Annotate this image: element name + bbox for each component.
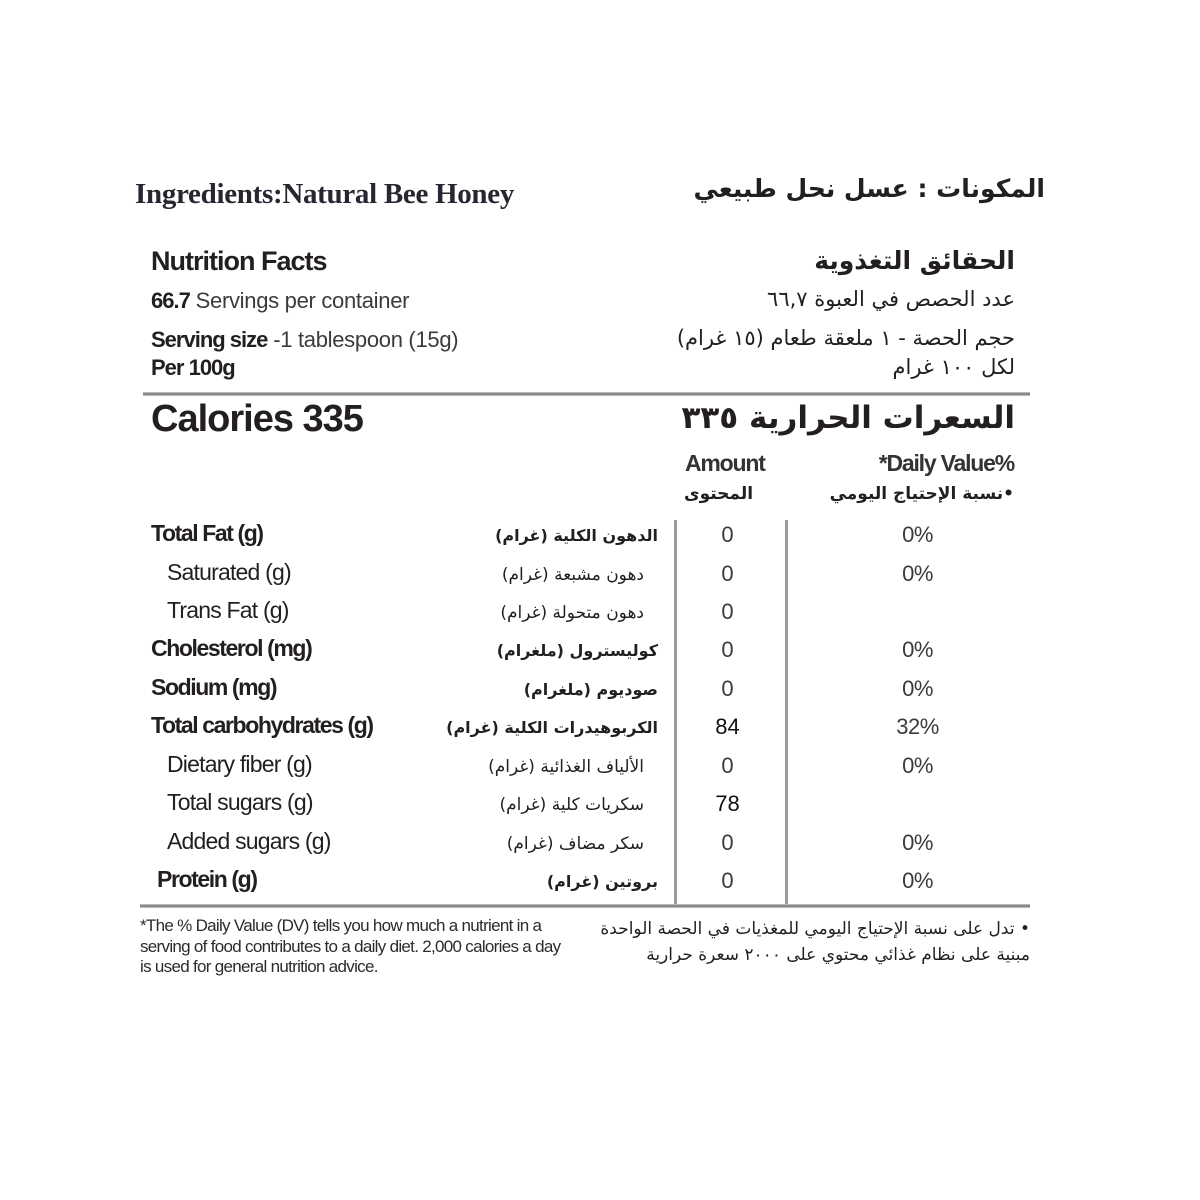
per-100g-label: Per 100g <box>151 355 235 380</box>
serving-size <box>151 327 458 353</box>
servings-value: 66.7 <box>151 288 190 313</box>
nutrient-name-en: Saturated (g) <box>167 559 291 585</box>
nutrition-facts-title: Nutrition Facts <box>151 246 327 276</box>
nutrient-name-en: Total sugars (g) <box>167 789 313 815</box>
nutrient-amount: 0 <box>721 753 734 778</box>
calories-en: Calories 335 <box>151 398 363 440</box>
nutrient-amount: 84 <box>715 714 740 739</box>
nutrient-name-en: Total Fat (g) <box>151 520 263 546</box>
table-row <box>0 712 1200 750</box>
table-row <box>0 789 1200 827</box>
column-header-daily-value-ar: •نسبة الإحتياج اليومي <box>829 484 1014 504</box>
serving-size-value: -1 tablespoon (15g) <box>267 327 459 352</box>
column-header-amount-ar: المحتوى <box>684 484 754 504</box>
nutrient-name-en: Dietary fiber (g) <box>167 751 312 777</box>
column-header-amount: Amount <box>685 450 765 476</box>
nutrient-daily-value: 0% <box>902 830 933 855</box>
nutrient-name-ar: الكربوهيدرات الكلية (غرام) <box>446 718 658 737</box>
serving-size-ar: حجم الحصة - ١ ملعقة طعام (١٥ غرام) <box>676 326 1015 350</box>
nutrient-name-ar: بروتين (غرام) <box>546 872 658 891</box>
divider-bottom <box>140 904 1030 908</box>
footnote-ar: • تدل على نسبة الإحتياج اليومي للمغذيات في الحصة الواحدة مبنية على نظام غذائي محتوي على ٢٠٠٠ سعرة حرارية <box>600 919 1030 965</box>
column-header-daily-value: *Daily Value% <box>878 450 1014 476</box>
nutrient-amount: 0 <box>721 522 734 547</box>
table-row <box>0 559 1200 597</box>
nutrient-amount: 0 <box>721 830 734 855</box>
footnote-en: *The % Daily Value (DV) tells you how much a nutrient in a serving of food contributes to a daily diet. 2,000 calories a day is used for general nutrition advice. <box>140 916 561 976</box>
nutrient-name-ar: الدهون الكلية (غرام) <box>495 526 658 545</box>
nutrient-name-ar: صوديوم (ملغرام) <box>523 680 658 699</box>
nutrient-name-en: Trans Fat (g) <box>167 597 289 623</box>
nutrient-amount: 0 <box>721 637 734 662</box>
table-row <box>0 520 1200 558</box>
nutrient-name-en: Cholesterol (mg) <box>151 635 312 661</box>
nutrient-name-ar: الألياف الغذائية (غرام) <box>488 757 644 777</box>
ingredients-ar: المكونات : عسل نحل طبيعي <box>693 174 1045 203</box>
nutrition-facts-title-ar: الحقائق التغذوية <box>814 246 1015 275</box>
nutrient-daily-value: 0% <box>902 676 933 701</box>
servings-label: Servings per container <box>189 288 410 313</box>
nutrient-amount: 0 <box>721 676 734 701</box>
nutrient-name-ar: دهون متحولة (غرام) <box>500 603 644 623</box>
table-row <box>0 635 1200 673</box>
nutrient-name-ar: سكر مضاف (غرام) <box>506 834 644 854</box>
nutrient-name-ar: سكريات كلية (غرام) <box>499 795 644 815</box>
nutrient-daily-value: 0% <box>902 753 933 778</box>
table-row <box>0 828 1200 866</box>
ingredients-en: Ingredients:Natural Bee Honey <box>135 178 515 210</box>
table-row <box>0 751 1200 789</box>
nutrient-name-en: Added sugars (g) <box>167 828 331 854</box>
nutrient-name-en: Sodium (mg) <box>151 674 277 700</box>
nutrient-amount: 78 <box>715 791 740 816</box>
nutrient-name-ar: كوليسترول (ملغرام) <box>496 641 658 660</box>
nutrient-daily-value: 0% <box>902 561 933 586</box>
nutrient-name-en: Total carbohydrates (g) <box>151 712 373 738</box>
per-100g <box>151 355 235 381</box>
per-100g-ar: لكل ١٠٠ غرام <box>892 355 1015 379</box>
nutrient-amount: 0 <box>721 561 734 586</box>
table-row <box>0 866 1200 904</box>
nutrient-amount: 0 <box>721 599 734 624</box>
nutrient-daily-value: 32% <box>896 714 939 739</box>
divider-top <box>143 392 1030 396</box>
nutrient-name-ar: دهون مشبعة (غرام) <box>501 565 644 585</box>
table-row <box>0 674 1200 712</box>
calories-ar: السعرات الحرارية ٣٣٥ <box>681 400 1015 436</box>
servings-per-container-ar: عدد الحصص في العبوة ٦٦,٧ <box>767 287 1015 311</box>
nutrient-name-en: Protein (g) <box>157 866 257 892</box>
nutrient-daily-value: 0% <box>902 637 933 662</box>
nutrient-amount: 0 <box>721 868 734 893</box>
table-row <box>0 597 1200 635</box>
serving-size-label: Serving size <box>151 327 268 352</box>
nutrient-daily-value: 0% <box>902 868 933 893</box>
servings-per-container <box>151 288 409 314</box>
nutrient-daily-value: 0% <box>902 522 933 547</box>
